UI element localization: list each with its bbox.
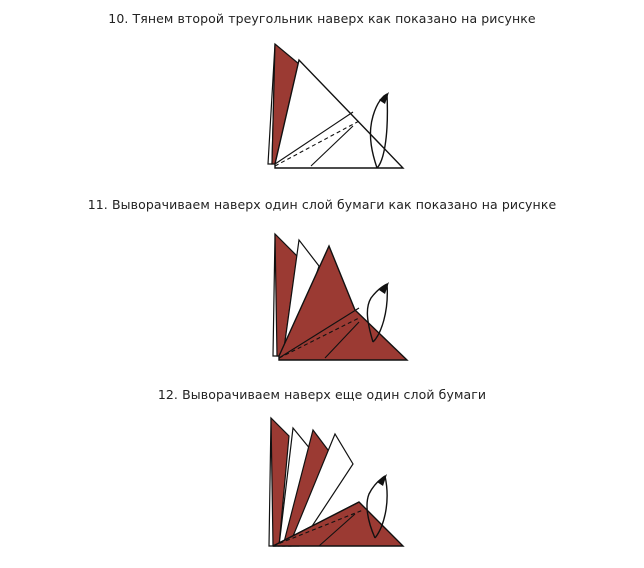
step-10-diagram bbox=[255, 36, 415, 170]
step-10-caption: 10. Тянем второй треугольник наверх как показано на рисунке bbox=[108, 11, 536, 26]
step-12-diagram bbox=[255, 410, 415, 550]
step-11-diagram bbox=[255, 222, 415, 362]
step-12-caption: 12. Выворачиваем наверх еще один слой бумаги bbox=[157, 387, 487, 402]
step-11-caption: 11. Выворачиваем наверх один слой бумаги как показано на рисунке bbox=[87, 197, 557, 212]
